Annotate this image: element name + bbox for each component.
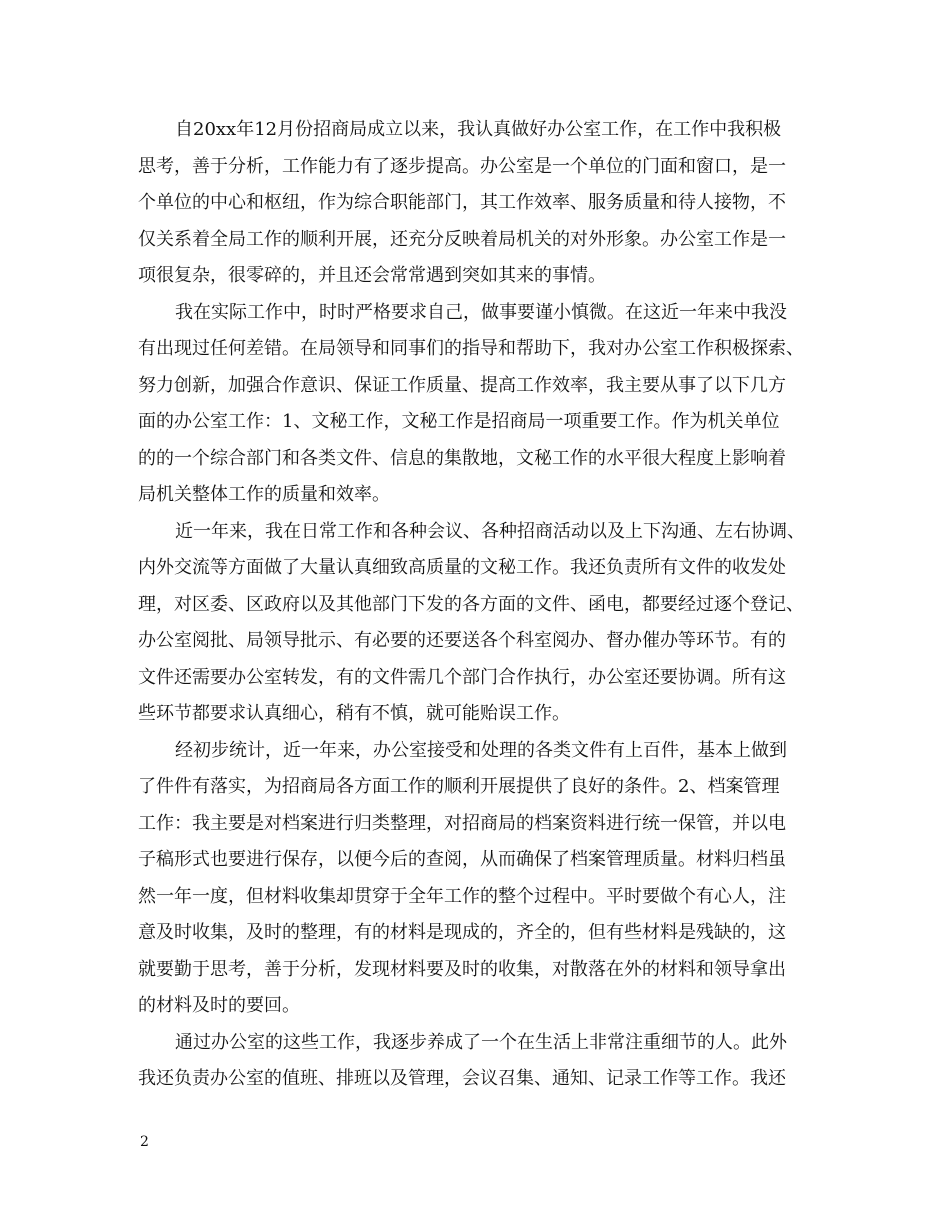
text-line: 努力创新，加强合作意识、保证工作质量、提高工作效率，我主要从事了以下几方 [138, 374, 786, 396]
text-line: 子稿形式也要进行保存，以便今后的查阅，从而确保了档案管理质量。材料归档虽 [138, 849, 786, 870]
text-line: 些环节都要求认真细心，稍有不慎，就可能贻误工作。 [138, 703, 570, 724]
text-line: 理，对区委、区政府以及其他部门下发的各方面的文件、函电，都要经过逐个登记、 [138, 593, 804, 615]
text-line: 了件件有落实，为招商局各方面工作的顺利开展提供了良好的条件。2、档案管理 [138, 776, 780, 797]
text-line: 内外交流等方面做了大量认真细致高质量的文秘工作。我还负责所有文件的收发处 [138, 557, 786, 578]
text-line: 思考，善于分析，工作能力有了逐步提高。办公室是一个单位的门面和窗口，是一 [138, 155, 786, 177]
text-line: 局机关整体工作的质量和效率。 [138, 484, 390, 505]
text-line: 就要勤于思考，善于分析，发现材料要及时的收集，对散落在外的材料和领导拿出 [138, 958, 786, 980]
text-line: 自20xx年12月份招商局成立以来，我认真做好办公室工作，在工作中我积极 [175, 119, 782, 140]
text-line: 我在实际工作中，时时严格要求自己，做事要谨小慎微。在这近一年来中我没 [175, 301, 787, 323]
text-line: 办公室阅批、局领导批示、有必要的还要送各个科室阅办、督办催办等环节。有的 [138, 630, 786, 651]
text-line: 文件还需要办公室转发，有的文件需几个部门合作执行，办公室还要协调。所有这 [138, 666, 786, 688]
text-line: 仅关系着全局工作的顺利开展，还充分反映着局机关的对外形象。办公室工作是一 [138, 228, 786, 250]
text-line: 的的一个综合部门和各类文件、信息的集散地，文秘工作的水平很大程度上影响着 [138, 447, 786, 469]
text-line: 我还负责办公室的值班、排班以及管理，会议召集、通知、记录工作等工作。我还 [138, 1068, 786, 1089]
text-line: 工作：我主要是对档案进行归类整理，对招商局的档案资料进行统一保管，并以电 [138, 812, 786, 834]
document-body [138, 112, 814, 1098]
text-line: 有出现过任何差错。在局领导和同事们的指导和帮助下，我对办公室工作积极探索、 [138, 338, 804, 359]
text-line: 近一年来，我在日常工作和各种会议、各种招商活动以及上下沟通、左右协调、 [175, 520, 805, 542]
text-line: 个单位的中心和枢纽，作为综合职能部门，其工作效率、服务质量和待人接物，不 [138, 192, 786, 213]
text-line: 的材料及时的要回。 [138, 995, 300, 1016]
page-number: 2 [140, 1134, 149, 1150]
text-line: 面的办公室工作：1、文秘工作，文秘工作是招商局一项重要工作。作为机关单位 [138, 411, 780, 432]
text-line: 通过办公室的这些工作，我逐步养成了一个在生活上非常注重细节的人。此外 [175, 1031, 787, 1053]
text-line: 意及时收集，及时的整理，有的材料是现成的，齐全的，但有些材料是残缺的，这 [138, 922, 786, 943]
text-line: 经初步统计，近一年来，办公室接受和处理的各类文件有上百件，基本上做到 [175, 739, 787, 761]
text-line: 项很复杂，很零碎的，并且还会常常遇到突如其来的事情。 [138, 265, 606, 286]
text-line: 然一年一度，但材料收集却贯穿于全年工作的整个过程中。平时要做个有心人，注 [138, 885, 786, 907]
